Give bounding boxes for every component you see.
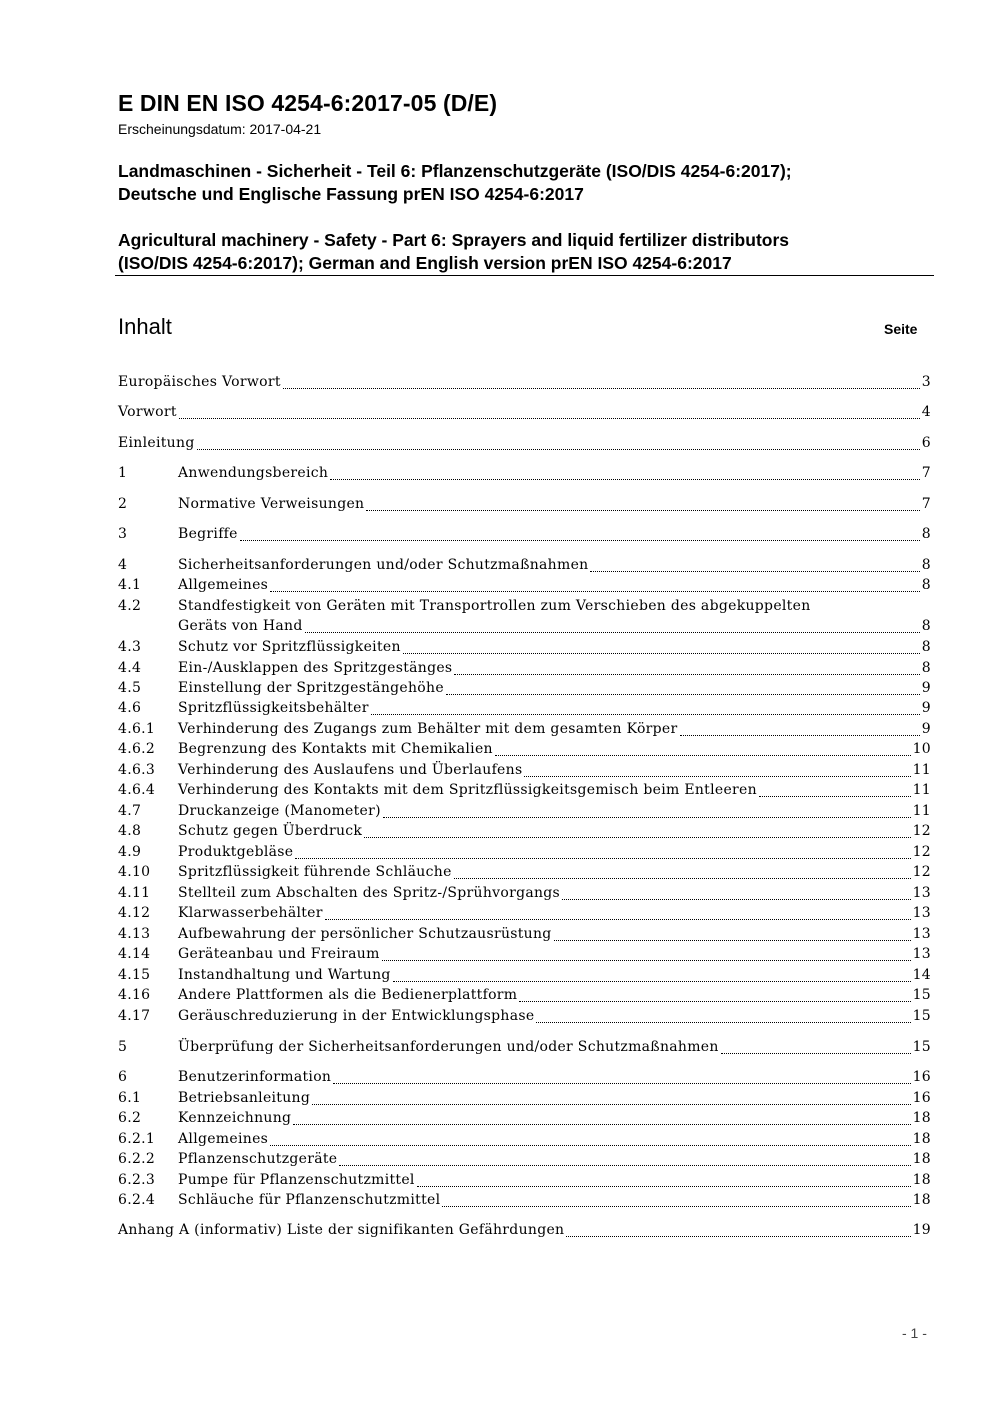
toc-entry-title: Begriffe (178, 526, 238, 542)
toc-entry-number: 6.2 (118, 1110, 142, 1126)
toc-entry-number: 4.6 (118, 700, 142, 716)
toc-entry[interactable] (118, 700, 931, 720)
toc-entry[interactable] (118, 1069, 931, 1089)
toc-entry-number: 4.4 (118, 660, 142, 676)
title-english-line-2: (ISO/DIS 4254-6:2017); German and English version prEN ISO 4254-6:2017 (118, 253, 732, 273)
toc-entry[interactable] (118, 946, 931, 966)
toc-entry-number: 6.2.2 (118, 1151, 156, 1167)
toc-leader-dots (566, 1235, 910, 1237)
toc-entry-title: Begrenzung des Kontakts mit Chemikalien (178, 741, 493, 757)
toc-entry-page: 13 (912, 926, 931, 942)
toc-leader-dots (333, 1082, 910, 1084)
toc-entry-title: Produktgebläse (178, 844, 294, 860)
toc-entry[interactable] (118, 721, 931, 741)
toc-entry-page: 13 (912, 905, 931, 921)
toc-entry-page: 15 (912, 987, 931, 1003)
page-number: - 1 - (902, 1325, 927, 1341)
toc-entry-number: 4.12 (118, 905, 151, 921)
toc-entry-title: Pumpe für Pflanzenschutzmittel (178, 1172, 415, 1188)
title-german (118, 160, 792, 206)
toc-entry[interactable] (118, 557, 931, 577)
toc-entry-number: 4.6.2 (118, 741, 156, 757)
toc-entry[interactable] (118, 1039, 931, 1059)
toc-entry-page: 15 (912, 1008, 931, 1024)
toc-entry[interactable] (118, 864, 931, 884)
toc-entry-title: Anhang A (informativ) Liste der signifikanten Gefährdungen (118, 1222, 565, 1238)
toc-entry-page: 18 (912, 1151, 931, 1167)
toc-entry-number: 4.2 (118, 598, 142, 614)
toc-entry-page: 8 (921, 577, 931, 593)
toc-entry-title: Allgemeines (178, 1131, 269, 1147)
toc-leader-dots (721, 1052, 911, 1054)
toc-leader-dots (312, 1103, 910, 1105)
toc-entry-number: 6 (118, 1069, 128, 1085)
toc-entry-title: Stellteil zum Abschalten des Spritz-/Sprühvorgangs (178, 885, 561, 901)
toc-leader-dots (495, 754, 911, 756)
toc-entry-page: 8 (921, 618, 931, 634)
toc-entry[interactable] (118, 987, 931, 1007)
toc-entry[interactable] (118, 660, 931, 680)
toc-entry-page: 6 (921, 435, 931, 451)
toc-leader-dots (339, 1164, 910, 1166)
toc-leader-dots (295, 857, 910, 859)
toc-leader-dots (590, 570, 919, 572)
toc-entry-page: 8 (921, 639, 931, 655)
toc-entry-title: Einleitung (118, 435, 195, 451)
toc-entry-number: 4.13 (118, 926, 151, 942)
toc-entry-page: 8 (921, 557, 931, 573)
toc-entry-title: Schutz gegen Überdruck (178, 823, 363, 839)
toc-entry[interactable] (118, 926, 931, 946)
toc-entry[interactable] (118, 496, 931, 516)
toc-entry-title: Standfestigkeit von Geräten mit Transportrollen zum Verschieben des abgekuppelten (178, 598, 811, 614)
toc-entry-page: 12 (912, 844, 931, 860)
toc-entry-title: Allgemeines (178, 577, 269, 593)
toc-leader-dots (519, 1000, 910, 1002)
toc-leader-dots (393, 980, 911, 982)
toc-entry[interactable] (118, 1222, 931, 1242)
toc-entry-number: 4.9 (118, 844, 142, 860)
toc-leader-dots (270, 1144, 910, 1146)
toc-entry[interactable] (118, 598, 931, 618)
toc-entry[interactable] (118, 1110, 931, 1130)
toc-entry-title: Verhinderung des Kontakts mit dem Spritzflüssigkeitsgemisch beim Entleeren (178, 782, 757, 798)
toc-heading: Inhalt (118, 314, 172, 339)
toc-leader-dots (442, 1205, 910, 1207)
title-english (118, 229, 789, 275)
toc-entry-title: Kennzeichnung (178, 1110, 292, 1126)
toc-entry-number: 4.11 (118, 885, 151, 901)
title-german-line-2: Deutsche und Englische Fassung prEN ISO 4254-6:2017 (118, 184, 584, 204)
toc-entry-title: Schutz vor Spritzflüssigkeiten (178, 639, 401, 655)
toc-entry-number: 4.6.3 (118, 762, 156, 778)
toc-leader-dots (454, 673, 919, 675)
toc-entry-title: Europäisches Vorwort (118, 374, 281, 390)
toc-entry-title: Instandhaltung und Wartung (178, 967, 391, 983)
toc-entry[interactable] (118, 905, 931, 925)
toc-entry-number: 6.1 (118, 1090, 142, 1106)
toc-leader-dots (366, 509, 919, 511)
toc-leader-dots (417, 1185, 911, 1187)
toc-entry[interactable] (118, 577, 931, 597)
toc-entry[interactable] (118, 844, 931, 864)
toc-leader-dots (270, 590, 920, 592)
toc-entry-page: 11 (912, 782, 931, 798)
toc-entry-number: 4.5 (118, 680, 142, 696)
toc-leader-dots (364, 836, 910, 838)
toc-entry-number: 4.6.1 (118, 721, 156, 737)
toc-entry[interactable] (118, 741, 931, 761)
toc-entry[interactable] (118, 1151, 931, 1171)
toc-entry-title: Sicherheitsanforderungen und/oder Schutzmaßnahmen (178, 557, 589, 573)
toc-entry-number: 6.2.3 (118, 1172, 156, 1188)
toc-entry-page: 3 (921, 374, 931, 390)
document-id: E DIN EN ISO 4254-6:2017-05 (D/E) (118, 90, 498, 116)
toc-entry-number: 6.2.1 (118, 1131, 156, 1147)
toc-leader-dots (383, 816, 911, 818)
toc-leader-dots (403, 652, 920, 654)
toc-entry-page: 4 (921, 404, 931, 420)
toc-entry-title: Verhinderung des Zugangs zum Behälter mit dem gesamten Körper (178, 721, 678, 737)
toc-leader-dots (446, 693, 920, 695)
toc-entry[interactable] (118, 1090, 931, 1110)
toc-entry-number: 4.14 (118, 946, 151, 962)
toc-entry-title-continued: Geräts von Hand (178, 618, 303, 634)
toc-entry-page: 12 (912, 823, 931, 839)
toc-entry-page: 14 (912, 967, 931, 983)
toc-entry-page: 8 (921, 660, 931, 676)
toc-entry-title: Andere Plattformen als die Bedienerplattform (178, 987, 518, 1003)
toc-entry-page: 18 (912, 1131, 931, 1147)
toc-entry-number: 1 (118, 465, 128, 481)
toc-entry-page: 16 (912, 1069, 931, 1085)
title-german-line-1: Landmaschinen - Sicherheit - Teil 6: Pflanzenschutzgeräte (ISO/DIS 4254-6:2017); (118, 161, 792, 181)
toc-entry-number: 4.7 (118, 803, 142, 819)
toc-entry-title: Geräuschreduzierung in der Entwicklungsphase (178, 1008, 535, 1024)
toc-leader-dots (197, 448, 920, 450)
toc-entry-number: 2 (118, 496, 128, 512)
toc-entry-page: 9 (921, 700, 931, 716)
toc-entry-title: Schläuche für Pflanzenschutzmittel (178, 1192, 441, 1208)
toc-leader-dots (759, 795, 911, 797)
toc-entry-number: 4.6.4 (118, 782, 156, 798)
toc-entry-number: 6.2.4 (118, 1192, 156, 1208)
toc-leader-dots (179, 417, 920, 419)
toc-leader-dots (371, 713, 920, 715)
toc-entry-number: 4 (118, 557, 128, 573)
toc-entry-title: Einstellung der Spritzgestängehöhe (178, 680, 444, 696)
toc-entry-page: 12 (912, 864, 931, 880)
toc-entry-page: 10 (912, 741, 931, 757)
toc-entry-number: 4.16 (118, 987, 151, 1003)
toc-leader-dots (536, 1021, 910, 1023)
title-english-line-1: Agricultural machinery - Safety - Part 6: Sprayers and liquid fertilizer distributors (118, 230, 789, 250)
toc-leader-dots (293, 1123, 910, 1125)
toc-entry-page: 13 (912, 885, 931, 901)
toc-entry[interactable] (118, 762, 931, 782)
toc-entry-page: 18 (912, 1110, 931, 1126)
toc-entry-title: Betriebsanleitung (178, 1090, 311, 1106)
toc-entry[interactable] (118, 435, 931, 455)
toc-leader-dots (283, 387, 920, 389)
toc-leader-dots (454, 877, 911, 879)
toc-entry[interactable] (118, 639, 931, 659)
toc-leader-dots (562, 898, 911, 900)
toc-entry-page: 9 (921, 680, 931, 696)
toc-entry-page: 11 (912, 762, 931, 778)
toc-entry[interactable] (118, 803, 931, 823)
toc-leader-dots (330, 478, 920, 480)
toc-entry[interactable] (118, 823, 931, 843)
toc-entry-page: 8 (921, 526, 931, 542)
toc-entry-number: 4.3 (118, 639, 142, 655)
toc-entry-number: 5 (118, 1039, 128, 1055)
toc-entry[interactable] (118, 1008, 931, 1028)
toc-entry[interactable] (118, 782, 931, 802)
toc-leader-dots (325, 918, 911, 920)
toc-entry-number: 4.10 (118, 864, 151, 880)
toc-entry-page: 11 (912, 803, 931, 819)
toc-entry-title: Benutzerinformation (178, 1069, 332, 1085)
toc-leader-dots (554, 939, 911, 941)
toc-entry-page: 9 (921, 721, 931, 737)
toc-entry-number: 4.1 (118, 577, 142, 593)
toc-entry-page: 19 (912, 1222, 931, 1238)
toc-entry[interactable] (118, 1172, 931, 1192)
toc-entry-page: 18 (912, 1192, 931, 1208)
toc-entry-title: Geräteanbau und Freiraum (178, 946, 380, 962)
header-divider (115, 275, 934, 276)
toc-entry[interactable] (118, 967, 931, 987)
toc-entry-page: 7 (921, 465, 931, 481)
toc-page-label: Seite (884, 321, 918, 337)
toc-entry[interactable] (118, 1192, 931, 1212)
toc-entry[interactable] (118, 465, 931, 485)
toc-entry-number: 4.8 (118, 823, 142, 839)
toc-entry[interactable] (118, 1131, 931, 1151)
toc-entry-title: Aufbewahrung der persönlicher Schutzausrüstung (178, 926, 552, 942)
toc-entry-title: Spritzflüssigkeit führende Schläuche (178, 864, 452, 880)
toc-entry-number: 3 (118, 526, 128, 542)
toc-entry-title: Pflanzenschutzgeräte (178, 1151, 338, 1167)
toc-entry-title: Überprüfung der Sicherheitsanforderungen und/oder Schutzmaßnahmen (178, 1039, 719, 1055)
toc-entry[interactable] (118, 885, 931, 905)
publication-date: Erscheinungsdatum: 2017-04-21 (118, 121, 322, 137)
toc-entry-title: Klarwasserbehälter (178, 905, 323, 921)
toc-entry-title: Normative Verweisungen (178, 496, 365, 512)
toc-entry-number: 4.15 (118, 967, 151, 983)
toc-leader-dots (382, 959, 911, 961)
toc-leader-dots (240, 539, 920, 541)
toc-entry-page: 18 (912, 1172, 931, 1188)
toc-entry-number: 4.17 (118, 1008, 151, 1024)
toc-entry-page: 7 (921, 496, 931, 512)
toc-entry-title: Vorwort (118, 404, 177, 420)
toc-entry-page: 16 (912, 1090, 931, 1106)
toc-leader-dots (524, 775, 910, 777)
toc-entry[interactable] (118, 526, 931, 546)
toc-entry-title: Ein-/Ausklappen des Spritzgestänges (178, 660, 453, 676)
toc-entry-page: 15 (912, 1039, 931, 1055)
toc-entry-title: Druckanzeige (Manometer) (178, 803, 381, 819)
toc-entry[interactable] (118, 680, 931, 700)
toc-entry[interactable] (118, 404, 931, 424)
toc-leader-dots (305, 631, 920, 633)
toc-entry-continuation[interactable] (178, 618, 931, 638)
toc-leader-dots (680, 734, 920, 736)
toc-entry-page: 13 (912, 946, 931, 962)
toc-entry-title: Spritzflüssigkeitsbehälter (178, 700, 369, 716)
toc-entry-title: Verhinderung des Auslaufens und Überlaufens (178, 762, 523, 778)
toc-entry-title: Anwendungsbereich (178, 465, 329, 481)
toc-entry[interactable] (118, 374, 931, 394)
